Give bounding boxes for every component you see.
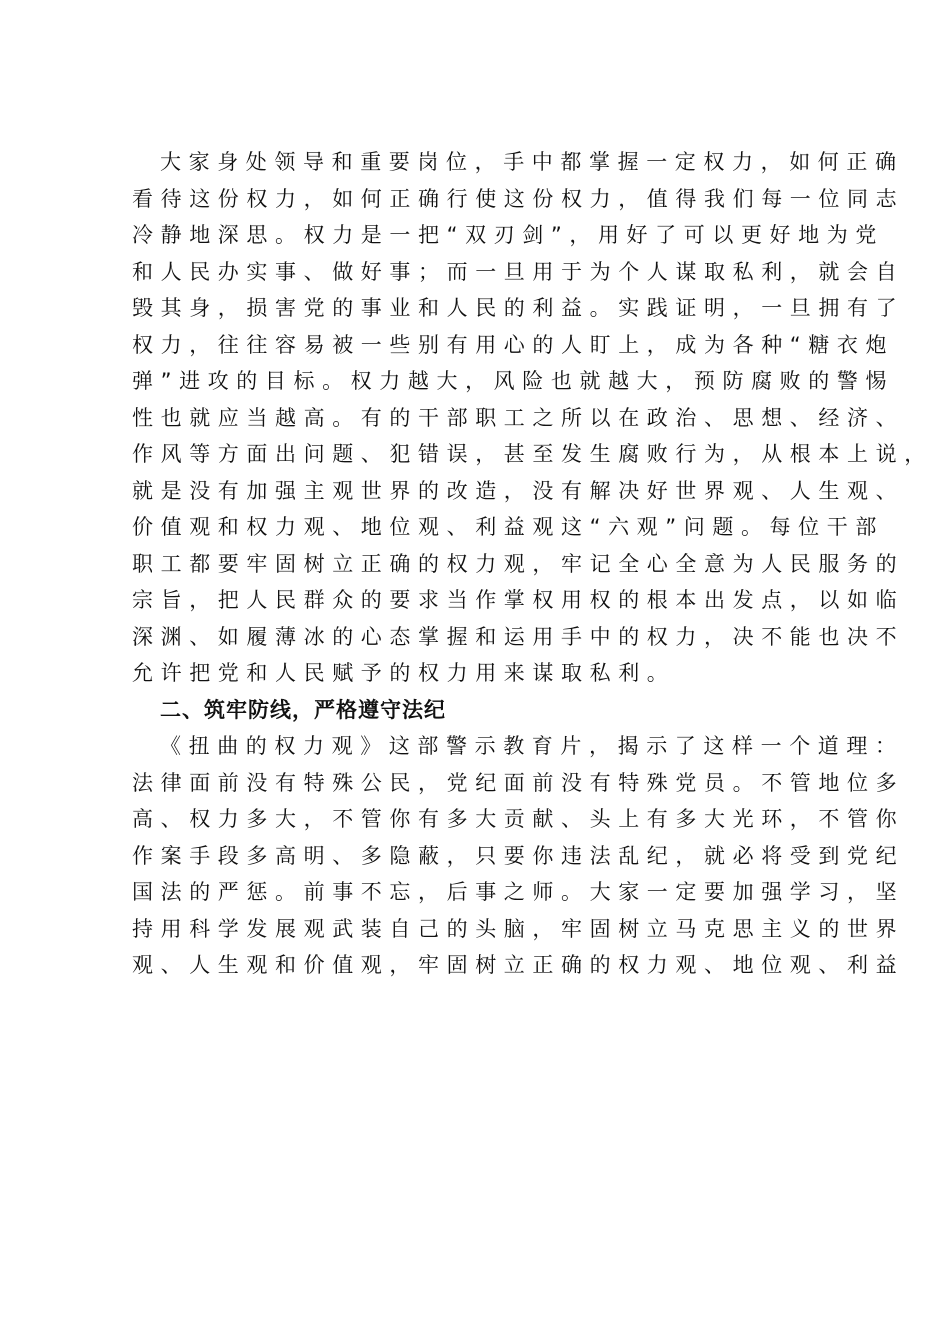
paragraph-2: [132, 728, 905, 984]
text-line: 权力，往往容易被一些别有用心的人盯上，成为各种“糖衣炮: [132, 332, 895, 357]
text-line: 看待这份权力，如何正确行使这份权力，值得我们每一位同志: [132, 186, 905, 211]
text-line: 职工都要牢固树立正确的权力观，牢记全心全意为人民服务的: [132, 551, 905, 576]
text-line: 高、权力多大，不管你有多大贡献、头上有多大光环，不管你: [132, 807, 905, 831]
section-heading: 二、筑牢防线，严格遵守法纪: [160, 697, 446, 722]
text-line: 《扭曲的权力观》这部警示教育片，揭示了这样一个道理：: [160, 734, 904, 758]
text-line: 持用科学发展观武装自己的头脑，牢固树立马克思主义的世界: [132, 916, 905, 941]
text-line: 性也就应当越高。有的干部职工之所以在政治、思想、经济、: [132, 405, 905, 430]
text-line: 深渊、如履薄冰的心态掌握和运用手中的权力，决不能也决不: [132, 624, 905, 649]
text-line: 价值观和权力观、地位观、利益观这“六观”问题。每位干部: [132, 515, 884, 539]
text-line: 宗旨，把人民群众的要求当作掌权用权的根本出发点，以如临: [132, 588, 905, 612]
text-line: 弹”进攻的目标。权力越大，风险也就越大，预防腐败的警惕: [132, 369, 895, 393]
text-line: 和人民办实事、做好事；而一旦用于为个人谋取私利，就会自: [132, 259, 905, 284]
text-line: 作案手段多高明、多隐蔽，只要你违法乱纪，就必将受到党纪: [132, 843, 905, 868]
text-line: 观、人生观和价值观，牢固树立正确的权力观、地位观、利益: [132, 953, 905, 977]
text-line: 冷静地深思。权力是一把“双刃剑”，用好了可以更好地为党: [132, 223, 884, 247]
text-line: 毁其身，损害党的事业和人民的利益。实践证明，一旦拥有了: [132, 296, 905, 320]
paragraph-1: [132, 144, 933, 692]
text-line: 允许把党和人民赋予的权力用来谋取私利。: [132, 661, 676, 685]
text-line: 国法的严惩。前事不忘，后事之师。大家一定要加强学习，坚: [132, 880, 905, 904]
document-page: [132, 144, 933, 984]
text-line: 就是没有加强主观世界的改造，没有解决好世界观、人生观、: [132, 478, 905, 503]
text-line: 法律面前没有特殊公民，党纪面前没有特殊党员。不管地位多: [132, 770, 905, 795]
text-line: 大家身处领导和重要岗位，手中都掌握一定权力，如何正确: [160, 150, 904, 174]
text-line: 作风等方面出问题、犯错误，甚至发生腐败行为，从根本上说，: [132, 442, 933, 466]
